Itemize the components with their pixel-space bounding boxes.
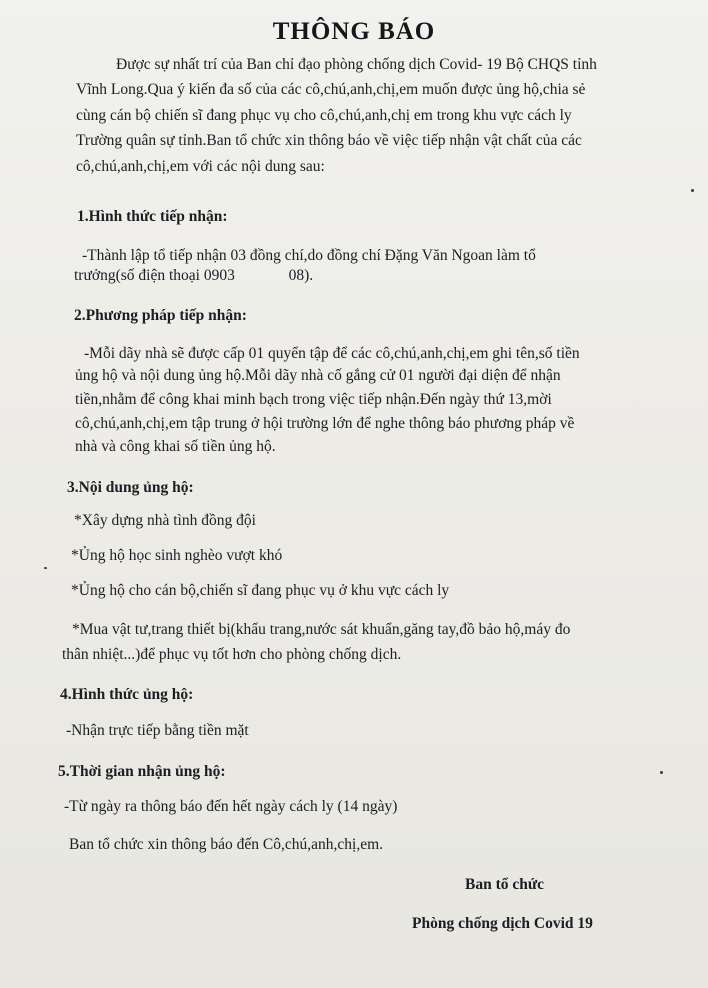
intro-line-5: cô,chú,anh,chị,em với các nội dung sau: bbox=[76, 158, 325, 175]
section-1-phone-suffix: 08). bbox=[288, 267, 314, 284]
section-3-item-2: *Ủng hộ học sinh nghèo vượt khó bbox=[71, 547, 283, 564]
section-2-line-3: tiền,nhằm để công khai minh bạch trong việc tiếp nhận.Đến ngày thứ 13,mời bbox=[75, 391, 552, 408]
section-1-line-2 bbox=[74, 266, 313, 286]
section-1-phone-prefix: trưởng(số điện thoại 0903 bbox=[74, 267, 235, 284]
notice-title: THÔNG BÁO bbox=[272, 18, 436, 45]
signature-committee: Phòng chống dịch Covid 19 bbox=[412, 915, 593, 932]
intro-line-1: Được sự nhất trí của Ban chỉ đạo phòng chống dịch Covid- 19 Bộ CHQS tỉnh bbox=[116, 56, 597, 73]
paper-speck bbox=[660, 771, 663, 774]
section-2-line-2: ủng hộ và nội dung ủng hộ.Mỗi dãy nhà cố gắng cử 01 người đại diện để nhận bbox=[75, 367, 561, 384]
section-5-line-1: -Từ ngày ra thông báo đến hết ngày cách ly (14 ngày) bbox=[64, 798, 398, 815]
section-5-heading: 5.Thời gian nhận ủng hộ: bbox=[58, 763, 226, 780]
signature-organizer: Ban tổ chức bbox=[465, 876, 545, 893]
paper-speck bbox=[691, 189, 694, 192]
intro-line-2: Vĩnh Long.Qua ý kiến đa số của các cô,chú,anh,chị,em muốn được ủng hộ,chia sẻ bbox=[76, 81, 586, 98]
section-3-item-4-line-2: thân nhiệt...)để phục vụ tốt hơn cho phòng chống dịch. bbox=[62, 646, 402, 663]
section-1-line-1: -Thành lập tổ tiếp nhận 03 đồng chí,do đồng chí Đặng Văn Ngoan làm tổ bbox=[82, 247, 536, 264]
section-2-line-4: cô,chú,anh,chị,em tập trung ở hội trường lớn để nghe thông báo phương pháp về bbox=[75, 415, 575, 432]
section-3-heading: 3.Nội dung ủng hộ: bbox=[67, 479, 194, 496]
section-3-item-1: *Xây dựng nhà tình đồng đội bbox=[74, 512, 256, 529]
section-3-item-3: *Ủng hộ cho cán bộ,chiến sĩ đang phục vụ ở khu vực cách ly bbox=[71, 582, 450, 599]
section-2-line-5: nhà và công khai số tiền ủng hộ. bbox=[75, 438, 276, 455]
intro-line-3: cùng cán bộ chiến sĩ đang phục vụ cho cô,chú,anh,chị em trong khu vực cách ly bbox=[76, 107, 572, 124]
closing-line: Ban tổ chức xin thông báo đến Cô,chú,anh,chị,em. bbox=[69, 836, 384, 853]
paper-speck bbox=[44, 567, 47, 569]
section-2-line-1: -Mỗi dãy nhà sẽ được cấp 01 quyển tập để các cô,chú,anh,chị,em ghi tên,số tiền bbox=[84, 345, 580, 362]
section-4-heading: 4.Hình thức ủng hộ: bbox=[60, 686, 194, 703]
intro-line-4: Trường quân sự tỉnh.Ban tổ chức xin thông báo về việc tiếp nhận vật chất của các bbox=[76, 132, 582, 149]
section-2-heading: 2.Phương pháp tiếp nhận: bbox=[74, 307, 247, 324]
section-4-line-1: -Nhận trực tiếp bằng tiền mặt bbox=[66, 722, 249, 739]
section-1-heading: 1.Hình thức tiếp nhận: bbox=[77, 208, 228, 225]
section-3-item-4-line-1: *Mua vật tư,trang thiết bị(khẩu trang,nước sát khuẩn,găng tay,đồ bảo hộ,máy đo bbox=[72, 621, 571, 638]
